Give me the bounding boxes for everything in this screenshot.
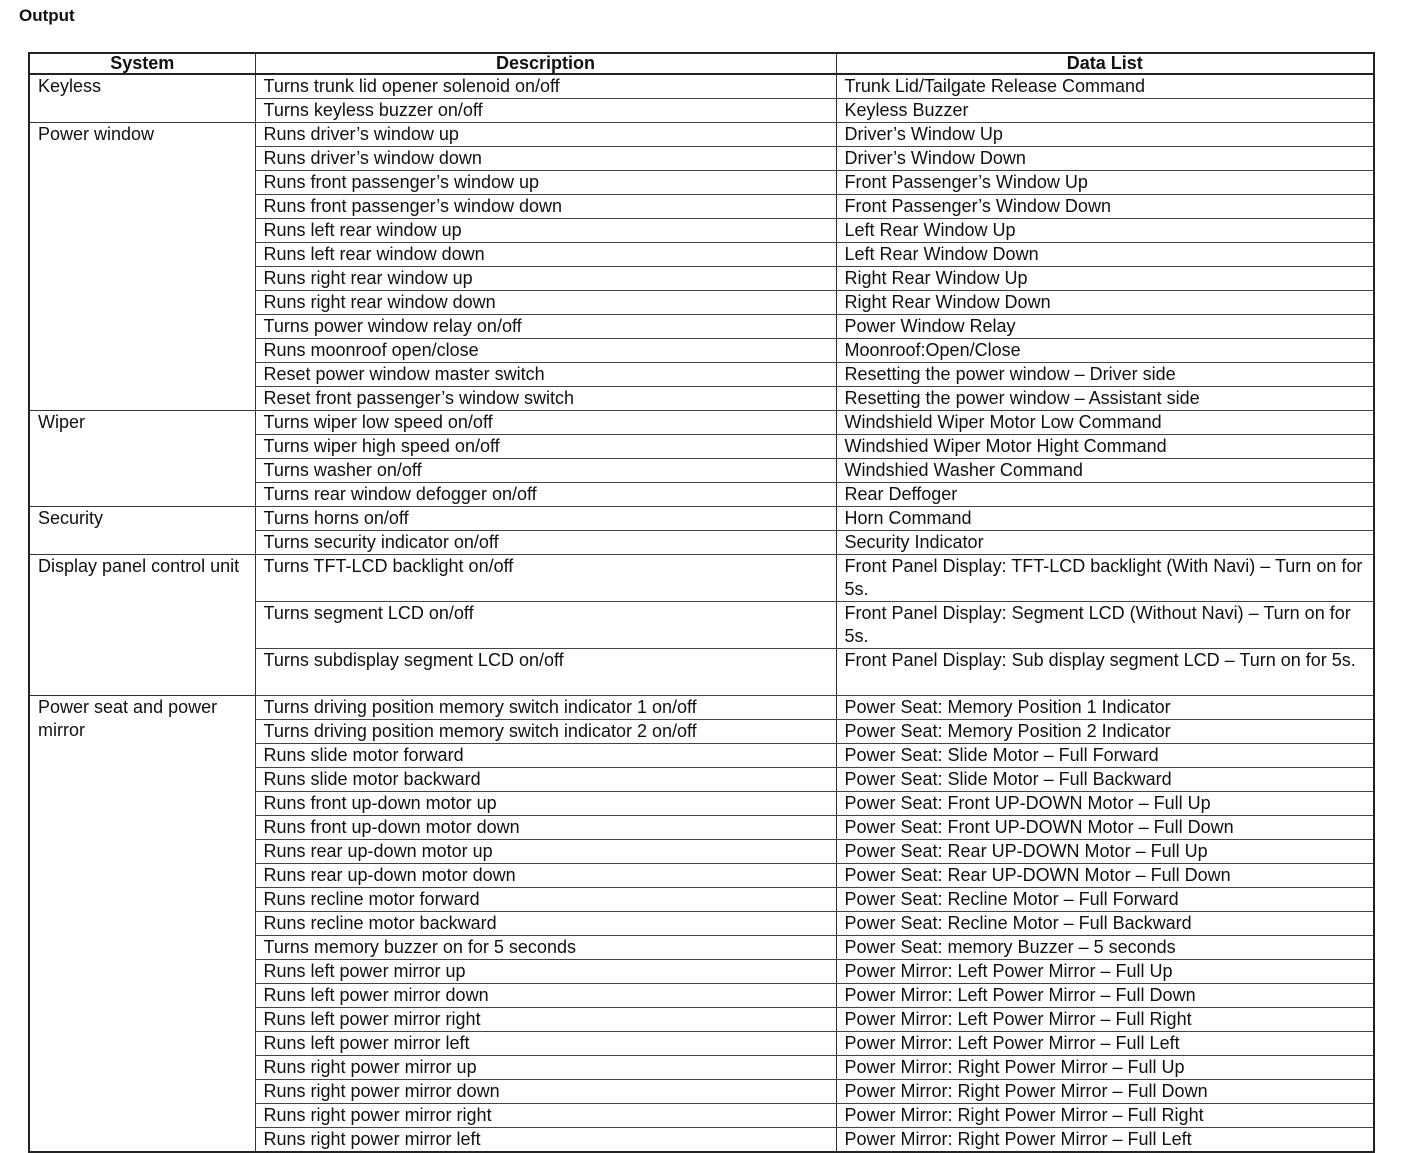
description-cell: Runs left rear window up bbox=[255, 219, 836, 243]
description-cell: Runs slide motor backward bbox=[255, 768, 836, 792]
description-cell: Runs right rear window down bbox=[255, 291, 836, 315]
table-row bbox=[29, 507, 1374, 531]
description-cell: Turns washer on/off bbox=[255, 459, 836, 483]
data-list-cell: Power Mirror: Left Power Mirror – Full Right bbox=[836, 1008, 1374, 1032]
system-cell: Display panel control unit bbox=[29, 555, 255, 696]
table-header-row bbox=[29, 53, 1374, 74]
data-list-cell: Left Rear Window Down bbox=[836, 243, 1374, 267]
data-list-cell: Driver’s Window Up bbox=[836, 123, 1374, 147]
description-cell: Turns segment LCD on/off bbox=[255, 602, 836, 649]
data-list-cell: Power Seat: Recline Motor – Full Backward bbox=[836, 912, 1374, 936]
description-cell: Runs recline motor backward bbox=[255, 912, 836, 936]
description-cell: Runs recline motor forward bbox=[255, 888, 836, 912]
description-cell: Turns keyless buzzer on/off bbox=[255, 99, 836, 123]
table-row bbox=[29, 555, 1374, 602]
description-cell: Runs right power mirror up bbox=[255, 1056, 836, 1080]
data-list-cell: Right Rear Window Down bbox=[836, 291, 1374, 315]
table-row bbox=[29, 696, 1374, 720]
description-cell: Runs right rear window up bbox=[255, 267, 836, 291]
column-header-description: Description bbox=[255, 53, 836, 74]
data-list-cell: Power Seat: Slide Motor – Full Backward bbox=[836, 768, 1374, 792]
description-cell: Runs front up-down motor up bbox=[255, 792, 836, 816]
data-list-cell: Power Mirror: Left Power Mirror – Full Left bbox=[836, 1032, 1374, 1056]
description-cell: Turns wiper low speed on/off bbox=[255, 411, 836, 435]
system-cell: Security bbox=[29, 507, 255, 555]
data-list-cell: Power Mirror: Right Power Mirror – Full Up bbox=[836, 1056, 1374, 1080]
data-list-cell: Horn Command bbox=[836, 507, 1374, 531]
column-header-system: System bbox=[29, 53, 255, 74]
description-cell: Runs left power mirror up bbox=[255, 960, 836, 984]
data-list-cell: Windshied Wiper Motor Hight Command bbox=[836, 435, 1374, 459]
data-list-cell: Power Seat: Memory Position 2 Indicator bbox=[836, 720, 1374, 744]
data-list-cell: Power Mirror: Left Power Mirror – Full Up bbox=[836, 960, 1374, 984]
data-list-cell: Resetting the power window – Assistant side bbox=[836, 387, 1374, 411]
description-cell: Runs front up-down motor down bbox=[255, 816, 836, 840]
description-cell: Runs left power mirror right bbox=[255, 1008, 836, 1032]
system-cell: Power seat and power mirror bbox=[29, 696, 255, 1153]
data-list-cell: Power Seat: Rear UP-DOWN Motor – Full Up bbox=[836, 840, 1374, 864]
description-cell: Runs right power mirror right bbox=[255, 1104, 836, 1128]
description-cell: Runs front passenger’s window down bbox=[255, 195, 836, 219]
description-cell: Turns trunk lid opener solenoid on/off bbox=[255, 74, 836, 99]
data-list-cell: Power Seat: Rear UP-DOWN Motor – Full Down bbox=[836, 864, 1374, 888]
description-cell: Turns driving position memory switch indicator 1 on/off bbox=[255, 696, 836, 720]
description-cell: Turns TFT-LCD backlight on/off bbox=[255, 555, 836, 602]
table-row bbox=[29, 74, 1374, 99]
description-cell: Runs front passenger’s window up bbox=[255, 171, 836, 195]
data-list-cell: Power Mirror: Right Power Mirror – Full Down bbox=[836, 1080, 1374, 1104]
description-cell: Runs right power mirror left bbox=[255, 1128, 836, 1153]
data-list-cell: Keyless Buzzer bbox=[836, 99, 1374, 123]
system-cell: Power window bbox=[29, 123, 255, 411]
description-cell: Runs driver’s window down bbox=[255, 147, 836, 171]
data-list-cell: Trunk Lid/Tailgate Release Command bbox=[836, 74, 1374, 99]
data-list-cell: Front Passenger’s Window Down bbox=[836, 195, 1374, 219]
description-cell: Runs right power mirror down bbox=[255, 1080, 836, 1104]
table-row bbox=[29, 411, 1374, 435]
description-cell: Turns driving position memory switch indicator 2 on/off bbox=[255, 720, 836, 744]
data-list-cell: Driver’s Window Down bbox=[836, 147, 1374, 171]
data-list-cell: Power Seat: Front UP-DOWN Motor – Full Up bbox=[836, 792, 1374, 816]
data-list-cell: Power Seat: memory Buzzer – 5 seconds bbox=[836, 936, 1374, 960]
description-cell: Runs slide motor forward bbox=[255, 744, 836, 768]
description-cell: Runs left rear window down bbox=[255, 243, 836, 267]
data-list-cell: Front Passenger’s Window Up bbox=[836, 171, 1374, 195]
data-list-cell: Security Indicator bbox=[836, 531, 1374, 555]
description-cell: Turns memory buzzer on for 5 seconds bbox=[255, 936, 836, 960]
system-cell: Keyless bbox=[29, 74, 255, 123]
description-cell: Turns wiper high speed on/off bbox=[255, 435, 836, 459]
data-list-cell: Power Seat: Front UP-DOWN Motor – Full Down bbox=[836, 816, 1374, 840]
data-list-cell: Power Mirror: Right Power Mirror – Full Left bbox=[836, 1128, 1374, 1153]
description-cell: Runs left power mirror down bbox=[255, 984, 836, 1008]
table-row bbox=[29, 123, 1374, 147]
data-list-cell: Windshield Wiper Motor Low Command bbox=[836, 411, 1374, 435]
description-cell: Turns security indicator on/off bbox=[255, 531, 836, 555]
description-cell: Turns subdisplay segment LCD on/off bbox=[255, 649, 836, 696]
data-list-cell: Front Panel Display: Sub display segment LCD – Turn on for 5s. bbox=[836, 649, 1374, 696]
data-list-cell: Windshied Washer Command bbox=[836, 459, 1374, 483]
output-table bbox=[28, 52, 1375, 1153]
description-cell: Turns power window relay on/off bbox=[255, 315, 836, 339]
table-body bbox=[29, 74, 1374, 1152]
description-cell: Reset power window master switch bbox=[255, 363, 836, 387]
description-cell: Runs moonroof open/close bbox=[255, 339, 836, 363]
section-heading: Output bbox=[19, 6, 75, 25]
data-list-cell: Power Seat: Memory Position 1 Indicator bbox=[836, 696, 1374, 720]
data-list-cell: Moonroof:Open/Close bbox=[836, 339, 1374, 363]
description-cell: Runs rear up-down motor up bbox=[255, 840, 836, 864]
data-list-cell: Right Rear Window Up bbox=[836, 267, 1374, 291]
data-list-cell: Power Window Relay bbox=[836, 315, 1374, 339]
data-list-cell: Power Mirror: Left Power Mirror – Full Down bbox=[836, 984, 1374, 1008]
data-list-cell: Power Mirror: Right Power Mirror – Full Right bbox=[836, 1104, 1374, 1128]
data-list-cell: Resetting the power window – Driver side bbox=[836, 363, 1374, 387]
description-cell: Turns horns on/off bbox=[255, 507, 836, 531]
data-list-cell: Power Seat: Recline Motor – Full Forward bbox=[836, 888, 1374, 912]
description-cell: Reset front passenger’s window switch bbox=[255, 387, 836, 411]
column-header-data-list: Data List bbox=[836, 53, 1374, 74]
description-cell: Runs driver’s window up bbox=[255, 123, 836, 147]
description-cell: Runs rear up-down motor down bbox=[255, 864, 836, 888]
data-list-cell: Left Rear Window Up bbox=[836, 219, 1374, 243]
description-cell: Runs left power mirror left bbox=[255, 1032, 836, 1056]
description-cell: Turns rear window defogger on/off bbox=[255, 483, 836, 507]
data-list-cell: Power Seat: Slide Motor – Full Forward bbox=[836, 744, 1374, 768]
data-list-cell: Rear Deffoger bbox=[836, 483, 1374, 507]
system-cell: Wiper bbox=[29, 411, 255, 507]
data-list-cell: Front Panel Display: TFT-LCD backlight (With Navi) – Turn on for 5s. bbox=[836, 555, 1374, 602]
data-list-cell: Front Panel Display: Segment LCD (Without Navi) – Turn on for 5s. bbox=[836, 602, 1374, 649]
